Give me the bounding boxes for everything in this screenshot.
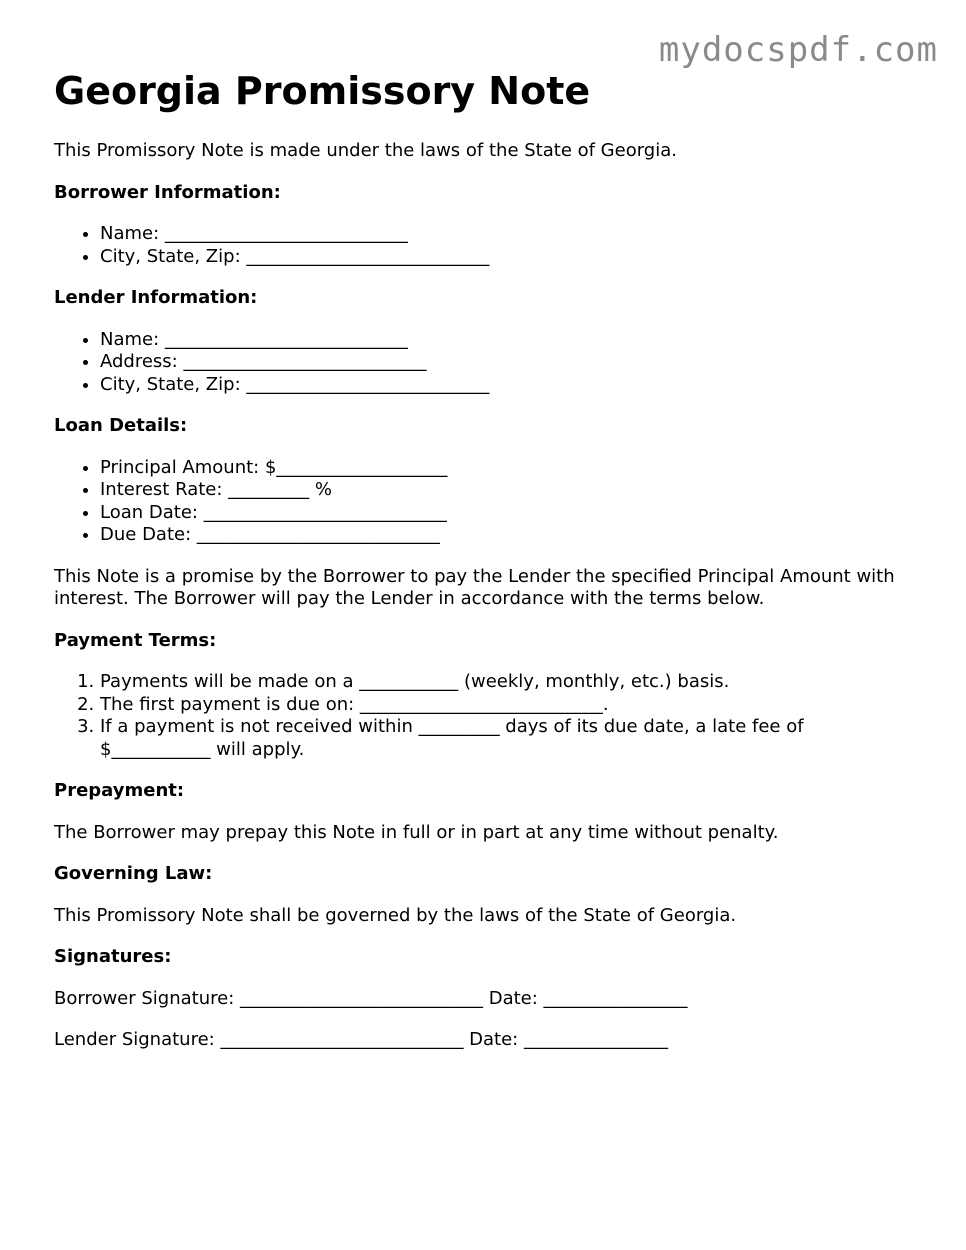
payment-frequency-term: 1. Payments will be made on a ___________ (weekly, monthly, etc.) basis. — [100, 671, 914, 694]
governing-law-heading: Governing Law: — [54, 863, 213, 884]
loan-list — [54, 457, 914, 547]
prepayment-heading: Prepayment: — [54, 780, 185, 801]
watermark: mydocspdf.com — [658, 30, 938, 70]
interest-rate-field: • Interest Rate: _________ % — [100, 479, 914, 502]
lender-signature-line: Lender Signature: ___________________________ Date: ________________ — [54, 1029, 668, 1050]
intro-paragraph: This Promissory Note is made under the laws of the State of Georgia. — [54, 140, 677, 161]
loan-heading: Loan Details: — [54, 415, 188, 436]
lender-list — [54, 329, 914, 397]
signatures-heading: Signatures: — [54, 946, 172, 967]
borrower-list — [54, 223, 914, 268]
borrower-heading: Borrower Information: — [54, 181, 281, 203]
borrower-signature-line: Borrower Signature: ___________________________ Date: ________________ — [54, 987, 688, 1009]
lender-name-field: • Name: ___________________________ — [100, 329, 914, 352]
lender-city-field: • City, State, Zip: ___________________________ — [100, 374, 914, 397]
payment-heading: Payment Terms: — [54, 629, 217, 651]
borrower-name-field: • Name: ___________________________ — [100, 223, 914, 246]
lender-address-field: • Address: ___________________________ — [100, 351, 914, 374]
document-title: Georgia Promissory Note — [54, 69, 591, 113]
principal-amount-field: • Principal Amount: $___________________ — [100, 457, 914, 480]
prepayment-paragraph: The Borrower may prepay this Note in full or in part at any time without penalty. — [54, 821, 779, 843]
promise-paragraph: This Note is a promise by the Borrower to pay the Lender the specified Principal Amount with interest. The Borrower will pay the Lender in accordance with the terms below. — [54, 565, 895, 609]
first-payment-term: 2. The first payment is due on: ___________________________. — [100, 694, 914, 717]
document-body — [54, 140, 914, 1071]
governing-law-paragraph: This Promissory Note shall be governed by the laws of the State of Georgia. — [54, 904, 737, 926]
lender-heading: Lender Information: — [54, 287, 258, 308]
due-date-field: • Due Date: ___________________________ — [100, 524, 914, 547]
late-fee-term: 3. If a payment is not received within _________ days of its due date, a late fee of $___________ will apply. — [100, 716, 914, 761]
payment-list — [54, 671, 914, 761]
loan-date-field: • Loan Date: ___________________________ — [100, 502, 914, 525]
borrower-city-field: • City, State, Zip: ___________________________ — [100, 246, 914, 269]
